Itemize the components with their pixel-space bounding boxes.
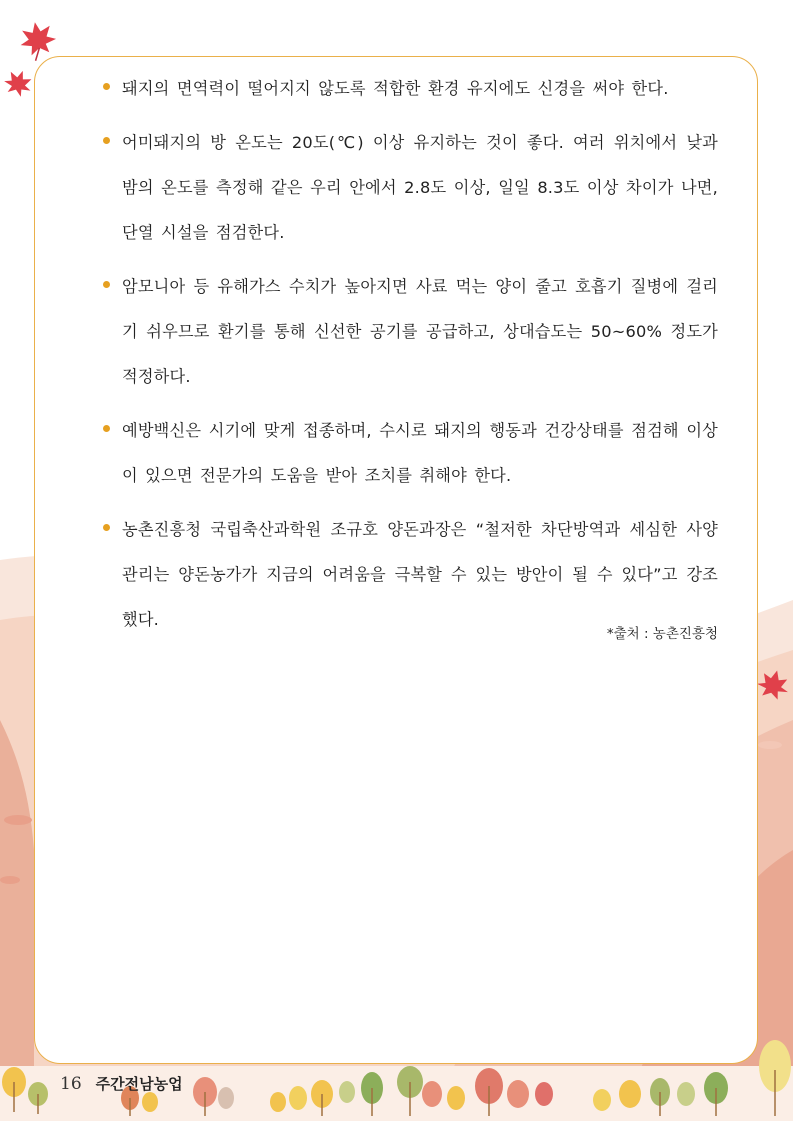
bullet-list [100, 66, 718, 651]
publication-title: 주간전남농업 [95, 1075, 183, 1093]
bullet-text: 농촌진흥청 국립축산과학원 조규호 양돈과장은 “철저한 차단방역과 세심한 사양관리는 양돈농가가 지금의 어려움을 극복할 수 있는 방안이 될 수 있다”고 강조했다. [122, 520, 718, 629]
bullet-dot-icon [103, 425, 110, 432]
bullet-text: 돼지의 면역력이 떨어지지 않도록 적합한 환경 유지에도 신경을 써야 한다. [122, 79, 669, 98]
maple-leaf-icon [1, 66, 36, 99]
bullet-text: 어미돼지의 방 온도는 20도(℃) 이상 유지하는 것이 좋다. 여러 위치에서 낮과 밤의 온도를 측정해 같은 우리 안에서 2.8도 이상, 일일 8.3도 이상 차이가 나면, 단열 시설을 점검한다. [122, 133, 718, 242]
bullet-text: 예방백신은 시기에 맞게 접종하며, 수시로 돼지의 행동과 건강상태를 점검해 이상이 있으면 전문가의 도움을 받아 조치를 취해야 한다. [122, 421, 718, 485]
bullet-text: 암모니아 등 유해가스 수치가 높아지면 사료 먹는 양이 줄고 호흡기 질병에 걸리기 쉬우므로 환기를 통해 신선한 공기를 공급하고, 상대습도는 50~60% 정도가 적정하다. [122, 277, 718, 386]
cloud-left [4, 815, 32, 825]
page-number: 16 [60, 1074, 82, 1094]
bullet-dot-icon [103, 524, 110, 531]
cloud-right [758, 741, 782, 749]
list-item [100, 120, 718, 255]
list-item [100, 264, 718, 399]
cloud-left-2 [0, 876, 20, 884]
source-note: *출처 : 농촌진흥청 [606, 626, 718, 642]
bullet-dot-icon [103, 137, 110, 144]
list-item [100, 66, 718, 111]
bullet-dot-icon [103, 83, 110, 90]
page-footer [60, 1073, 183, 1094]
list-item [100, 408, 718, 498]
bullet-dot-icon [103, 281, 110, 288]
